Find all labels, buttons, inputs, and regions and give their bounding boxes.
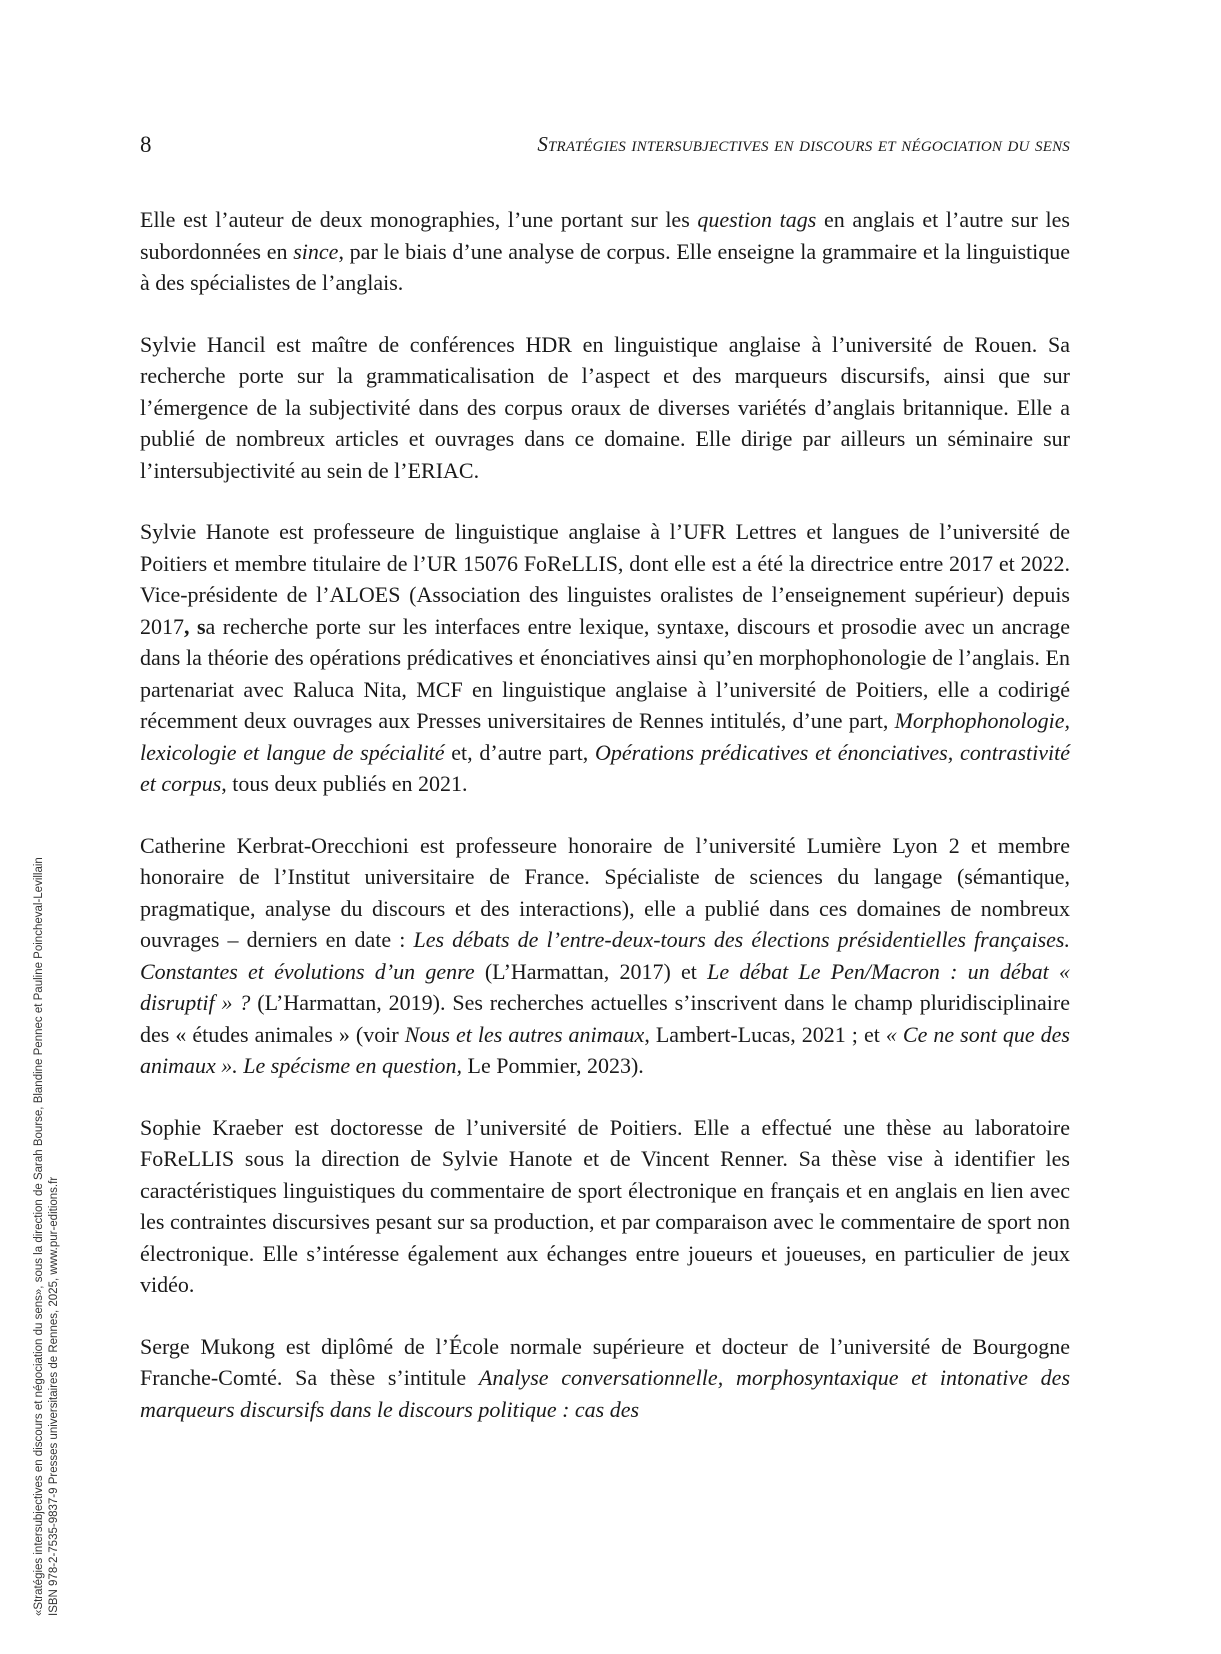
text-segment: , tous deux publiés en 2021. [221, 771, 468, 796]
text-segment: a recherche porte sur les interfaces entre lexique, syntaxe, discours et prosodie avec un ancrage dans la théorie des opérations prédicatives et énonciatives ainsi qu’en morphophonologie de l’anglais. En partenariat avec Raluca Nita, MCF en linguistique anglaise à l’université de Poitiers, elle a codirigé récemment deux ouvrages aux Presses universitaires de Rennes intitulés, d’une part, [140, 613, 1071, 733]
italic-text: Morphophonologie, lexicologie et langue de spécialité [140, 708, 1070, 765]
page-number: 8 [140, 132, 152, 157]
italic-text: Analyse conversationnelle, morphosyntaxique et intonative des marqueurs discursifs dans le discours politique : cas des [140, 1365, 1071, 1422]
text-segment: Le Pommier, 2023). [462, 1053, 644, 1078]
copyright-sidebar [32, 736, 132, 1616]
italic-text: Opérations prédicatives et énonciatives, contrastivité et corpus [140, 739, 1070, 796]
paragraph [140, 830, 1070, 1082]
paragraph [140, 516, 1070, 800]
text-segment: , par le biais d’une analyse de corpus. Elle enseigne la grammaire et la linguistique à des spécialistes de l’anglais. [140, 238, 1070, 295]
paragraph [140, 329, 1070, 487]
text-segment: en anglais et l’autre sur les subordonnées en [140, 207, 1070, 264]
italic-text: Les débats de l’entre-deux-tours des élections présidentielles françaises. Constantes et évolutions d’un genre [140, 927, 1070, 984]
bold-text: , s [184, 613, 206, 639]
text-segment: Elle est l’auteur de deux monographies, l’une portant sur les [140, 207, 698, 232]
sidebar-line: «Stratégies intersubjectives en discours et négociation du sens», sous la direction de Sarah Bourse, Blandine Pennec et Pauline Poincheval-Levillain [33, 857, 45, 1616]
paragraph [140, 1112, 1070, 1301]
running-title: Stratégies intersubjectives en discours et négociation du sens [537, 132, 1070, 156]
page-body [140, 204, 1070, 1455]
italic-text: Le débat Le Pen/Macron : un débat « disruptif » ? [140, 958, 1070, 1015]
italic-text: since [293, 238, 339, 264]
text-segment: (L’Harmattan, 2017) et [474, 958, 708, 984]
text-segment: et, d’autre part, [444, 739, 596, 765]
sidebar-line: ISBN 978-2-7535-9837-9 Presses universitaires de Rennes, 2025, www.pur-editions.fr [48, 1176, 60, 1616]
text-segment: Sylvie Hancil est maître de conférences HDR en linguistique anglaise à l’université de Rouen. Sa recherche porte sur la grammaticalisation de l’aspect et des marqueurs discursifs, ainsi que sur l’émergence de la subjectivité dans des corpus oraux de diverses variétés d’anglais britannique. Elle a publié de nombreux articles et ouvrages dans ce domaine. Elle dirige par ailleurs un séminaire sur l’intersubjectivité au sein de l’ERIAC. [140, 331, 1070, 483]
text-segment: Sophie Kraeber est doctoresse de l’université de Poitiers. Elle a effectué une thèse au laboratoire FoReLLIS sous la direction de Sylvie Hanote et de Vincent Renner. Sa thèse vise à identifier les caractéristiques linguistiques du commentaire de sport électronique en français et en anglais en lien avec les contraintes discursives pesant sur sa production, et par comparaison avec le commentaire de sport non électronique. Elle s’intéresse également aux échanges entre joueurs et joueuses, en particulier de jeux vidéo. [140, 1114, 1070, 1297]
paragraph [140, 1331, 1070, 1426]
italic-text: « Ce ne sont que des animaux ». Le spécisme en question, [140, 1021, 1070, 1078]
text-segment: (L’Harmattan, 2019). Ses recherches actuelles s’inscrivent dans le champ pluridisciplinaire des « études animales » (voir [140, 990, 1071, 1047]
page-header [140, 132, 1070, 168]
text-segment: Serge Mukong est diplômé de l’École normale supérieure et docteur de l’université de Bourgogne Franche-Comté. Sa thèse s’intitule [140, 1333, 1070, 1390]
paragraph [140, 204, 1070, 299]
text-segment: , Lambert-Lucas, 2021 ; et [644, 1021, 886, 1047]
italic-text: Nous et les autres animaux [404, 1021, 645, 1047]
italic-text: question tags [697, 207, 817, 232]
text-segment: Catherine Kerbrat-Orecchioni est professeure honoraire de l’université Lumière Lyon 2 et membre honoraire de l’Institut universitaire de France. Spécialiste de sciences du langage (sémantique, pragmatique, analyse du discours et des interactions), elle a publié dans ces domaines de nombreux ouvrages – derniers en date : [140, 832, 1070, 952]
text-segment: Sylvie Hanote est professeure de linguistique anglaise à l’UFR Lettres et langues de l’université de Poitiers et membre titulaire de l’UR 15076 FoReLLIS, dont elle est a été la directrice entre 2017 et 2022. Vice-présidente de l’ALOES (Association des linguistes oralistes de l’enseignement supérieur) depuis 2017 [140, 519, 1070, 639]
